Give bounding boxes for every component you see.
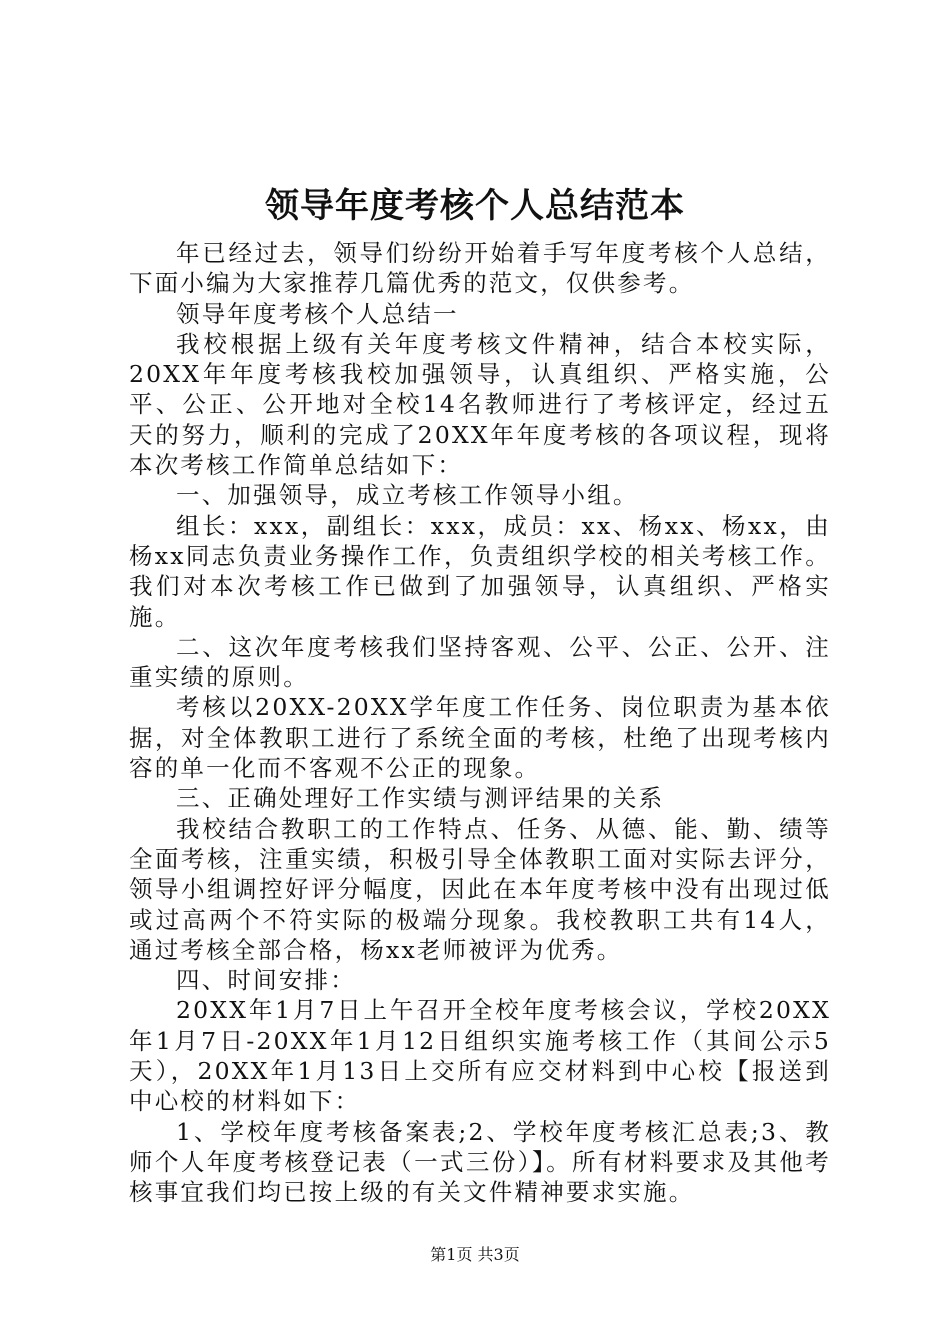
paragraph-team: 组长：xxx，副组长：xxx，成员：xx、杨xx、杨xx，由杨xx同志负责业务操作工作，负责组织学校的相关考核工作。我们对本次考核工作已做到了加强领导，认真组织、严格实施。: [129, 511, 831, 631]
page-number: 第1页 共3页: [430, 1245, 520, 1264]
paragraph-overview: 我校根据上级有关年度考核文件精神，结合本校实际，20XX年年度考核我校加强领导，认真组织、严格实施，公平、公正、公开地对全校14名教师进行了考核评定，经过五天的努力，顺利的完成了20XX年年度考核的各项议程，现将本次考核工作简单总结如下：: [129, 329, 831, 480]
paragraph-materials: 1、学校年度考核备案表;2、学校年度考核汇总表;3、教师个人年度考核登记表（一式三份）】。所有材料要求及其他考核事宜我们均已按上级的有关文件精神要求实施。: [129, 1117, 831, 1207]
paragraph-basis: 考核以20XX-20XX学年度工作任务、岗位职责为基本依据，对全体教职工进行了系统全面的考核，杜绝了出现考核内容的单一化而不客观不公正的现象。: [129, 693, 831, 783]
heading-one: 一、加强领导，成立考核工作领导小组。: [176, 481, 639, 510]
paragraph-schedule: 20XX年1月7日上午召开全校年度考核会议，学校20XX年1月7日-20XX年1月12日组织实施考核工作（其间公示5天），20XX年1月13日上交所有应交材料到中心校【报送到中心校的材料如下：: [129, 996, 831, 1116]
paragraph-results: 我校结合教职工的工作特点、任务、从德、能、勤、绩等全面考核，注重实绩，积极引导全体教职工面对实际去评分，领导小组调控好评分幅度，因此在本年度考核中没有出现过低或过高两个不符实际的极端分现象。我校教职工共有14人，通过考核全部合格，杨xx老师被评为优秀。: [129, 814, 831, 964]
paragraph-intro: 年已经过去，领导们纷纷开始着手写年度考核个人总结，下面小编为大家推荐几篇优秀的范文，仅供参考。: [129, 239, 831, 298]
document-title: 领导年度考核个人总结范本: [265, 186, 685, 226]
heading-four: 四、时间安排：: [176, 966, 356, 995]
section-heading: 领导年度考核个人总结一: [176, 299, 459, 328]
heading-three: 三、正确处理好工作实绩与测评结果的关系: [176, 784, 665, 813]
heading-two: 二、这次年度考核我们坚持客观、公平、公正、公开、注重实绩的原则。: [129, 632, 831, 692]
document-body: [129, 238, 831, 1208]
